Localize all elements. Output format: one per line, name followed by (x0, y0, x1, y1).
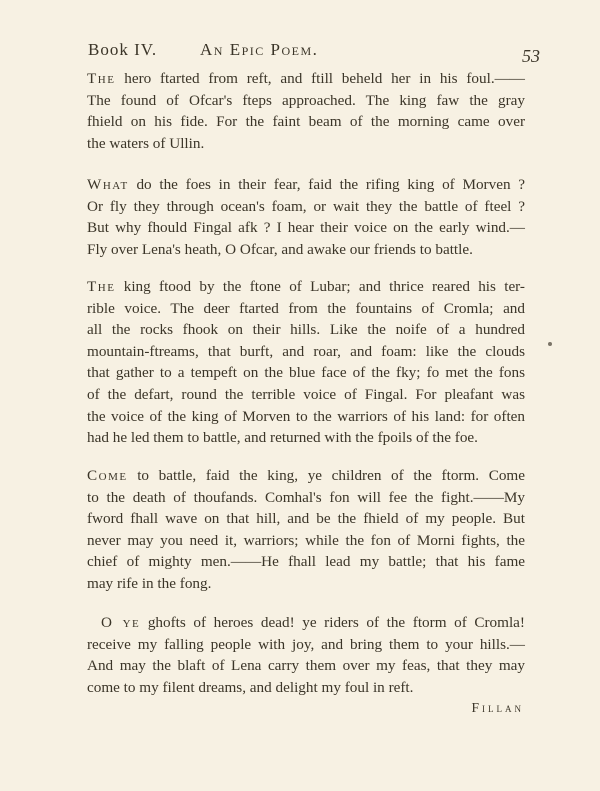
text-line: fhield on his fide. For the faint beam of the morning came over (87, 113, 525, 131)
paragraph-1 (87, 68, 525, 154)
text-line: mountain-ftreams, that burft, and roar, and foam: like the clouds (87, 342, 525, 360)
catchword: Fillan (471, 700, 524, 715)
text-line: of the defart, round the terrible voice of Fingal. For pleafant was (87, 385, 525, 403)
text-line: The found of Ofcar's fteps approached. The king faw the gray (87, 91, 525, 109)
text-line: The hero ftarted from reft, and ftill beheld her in his foul.—— (87, 70, 525, 87)
text-line: And may the blaft of Lena carry them over my feas, that they may (87, 657, 525, 675)
text-line: Fly over Lena's heath, O Ofcar, and awake our friends to battle. (87, 240, 473, 258)
text-line: Come to battle, faid the king, ye children of the ftorm. Come (87, 467, 525, 484)
text-line: come to my filent dreams, and delight my foul in reft. (87, 678, 414, 696)
text-line: chief of mighty men.——He fhall lead my battle; that his fame (87, 553, 525, 571)
paragraph-lead: Come (87, 467, 128, 484)
paper-speck (548, 342, 552, 346)
page-number: 53 (522, 46, 540, 66)
text-line: But why fhould Fingal afk ? I hear their voice on the early wind.— (87, 219, 525, 237)
text-line: the waters of Ullin. (87, 134, 205, 152)
text-line: What do the foes in their fear, faid the rifing king of Morven ? (87, 176, 525, 193)
running-title: An Epic Poem. (200, 40, 319, 59)
paragraph-4 (87, 465, 525, 595)
paragraph-lead: The (87, 70, 116, 87)
paragraph-2 (87, 174, 525, 260)
text-line: fword fhall wave on that hill, and be the fhield of my people. But (87, 510, 525, 528)
paragraph-5 (87, 612, 525, 698)
text-line: receive my falling people with joy, and bring them to your hills.— (87, 635, 525, 653)
text-line: all the rocks fhook on their hills. Like the noife of a hundred (87, 321, 525, 339)
text-line: The king ftood by the ftone of Lubar; and thrice reared his ter- (87, 278, 525, 295)
text-line: that gather to a tempeft on the blue face of the fky; fo met the fons (87, 364, 525, 382)
text-line: to the death of thoufands. Comhal's fon will fee the fight.——My (87, 488, 525, 506)
paragraph-3 (87, 276, 525, 449)
text-line: the voice of the king of Morven to the warriors of his land: for often (87, 407, 525, 425)
paragraph-lead: What (87, 176, 129, 193)
paragraph-lead: The (87, 278, 116, 295)
text-line: may rife in the fong. (87, 574, 212, 592)
text-line: rible voice. The deer ftarted from the fountains of Cromla; and (87, 299, 525, 317)
running-header (88, 38, 540, 68)
text-line: never may you need it, warriors; while the fon of Morni fights, the (87, 531, 525, 549)
text-line: O ye ghofts of heroes dead! ye riders of the ftorm of Cromla! (101, 614, 525, 631)
paragraph-lead: O ye (101, 614, 141, 631)
book-number: Book IV. (88, 40, 158, 59)
text-line: Or fly they through ocean's foam, or wait they the battle of fteel ? (87, 197, 525, 215)
text-line: had he led them to battle, and returned with the fpoils of the foe. (87, 429, 478, 447)
